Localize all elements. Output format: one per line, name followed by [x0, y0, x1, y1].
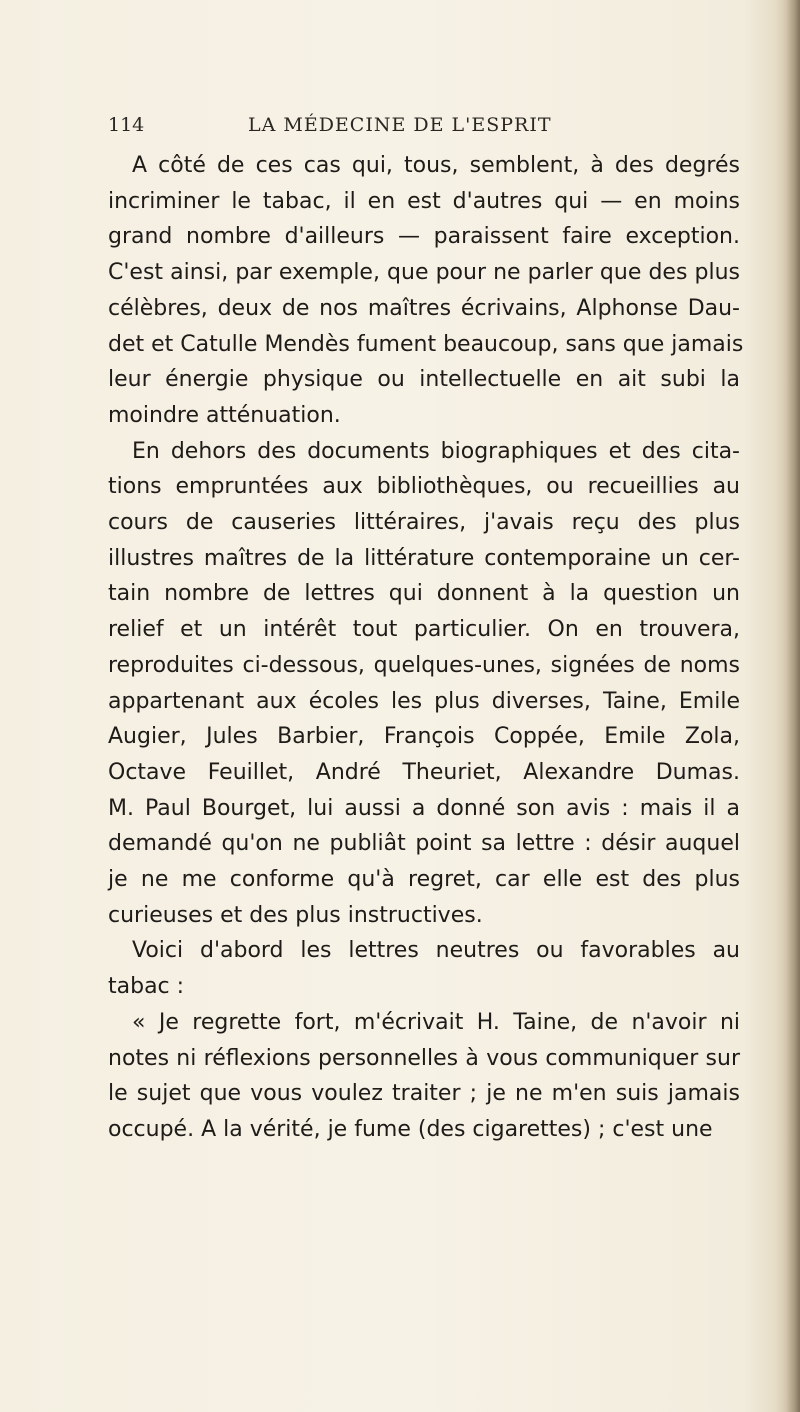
text-line: tabac :	[108, 974, 185, 1000]
text-line: occupé. A la vérité, je fume (des cigarettes) ; c'est une	[108, 1116, 713, 1142]
text-line: En dehors des documents biographiques et des cita-	[132, 438, 740, 464]
text-line: Augier, Jules Barbier, François Coppée, Emile Zola,	[108, 724, 740, 750]
text-line: « Je regrette fort, m'écrivait H. Taine, de n'avoir ni	[132, 1009, 740, 1035]
text-line: moindre atténuation.	[108, 402, 341, 428]
text-line: tain nombre de lettres qui donnent à la question un	[108, 581, 740, 607]
text-line: curieuses et des plus instructives.	[108, 902, 483, 928]
page-number: 114	[108, 114, 145, 136]
running-head	[108, 110, 740, 140]
text-line: M. Paul Bourget, lui aussi a donné son avis : mais il a	[108, 795, 740, 821]
running-title: LA MÉDECINE DE L'ESPRIT	[248, 114, 552, 136]
text-line: leur énergie physique ou intellectuelle en ait subi la	[108, 367, 740, 393]
text-line: C'est ainsi, par exemple, que pour ne parler que des plus	[108, 260, 740, 286]
text-line: reproduites ci-dessous, quelques-unes, signées de noms	[108, 652, 740, 678]
text-line: Octave Feuillet, André Theuriet, Alexandre Dumas.	[108, 759, 740, 785]
text-line: célèbres, deux de nos maîtres écrivains, Alphonse Dau-	[108, 295, 740, 321]
text-line: le sujet que vous voulez traiter ; je ne m'en suis jamais	[108, 1081, 740, 1107]
text-line: je ne me conforme qu'à regret, car elle est des plus	[108, 867, 740, 893]
text-line: cours de causeries littéraires, j'avais reçu des plus	[108, 510, 740, 536]
text-line: incriminer le tabac, il en est d'autres qui — en moins	[108, 188, 740, 214]
body-text	[108, 148, 744, 1148]
text-line: grand nombre d'ailleurs — paraissent faire exception.	[108, 224, 740, 250]
text-line: notes ni réflexions personnelles à vous communiquer sur	[108, 1045, 740, 1071]
text-line: det et Catulle Mendès fument beaucoup, sans que jamais	[108, 331, 744, 357]
page-edge-shadow	[786, 0, 800, 1412]
text-line: A côté de ces cas qui, tous, semblent, à des degrés	[132, 153, 740, 178]
text-line: Voici d'abord les lettres neutres ou favorables au	[132, 938, 740, 964]
text-line: appartenant aux écoles les plus diverses, Taine, Emile	[108, 688, 740, 714]
text-line: relief et un intérêt tout particulier. On en trouvera,	[108, 617, 740, 643]
text-line: tions empruntées aux bibliothèques, ou recueillies au	[108, 474, 740, 500]
text-line: illustres maîtres de la littérature contemporaine un cer-	[108, 545, 740, 571]
text-line: demandé qu'on ne publiât point sa lettre : désir auquel	[108, 831, 740, 857]
